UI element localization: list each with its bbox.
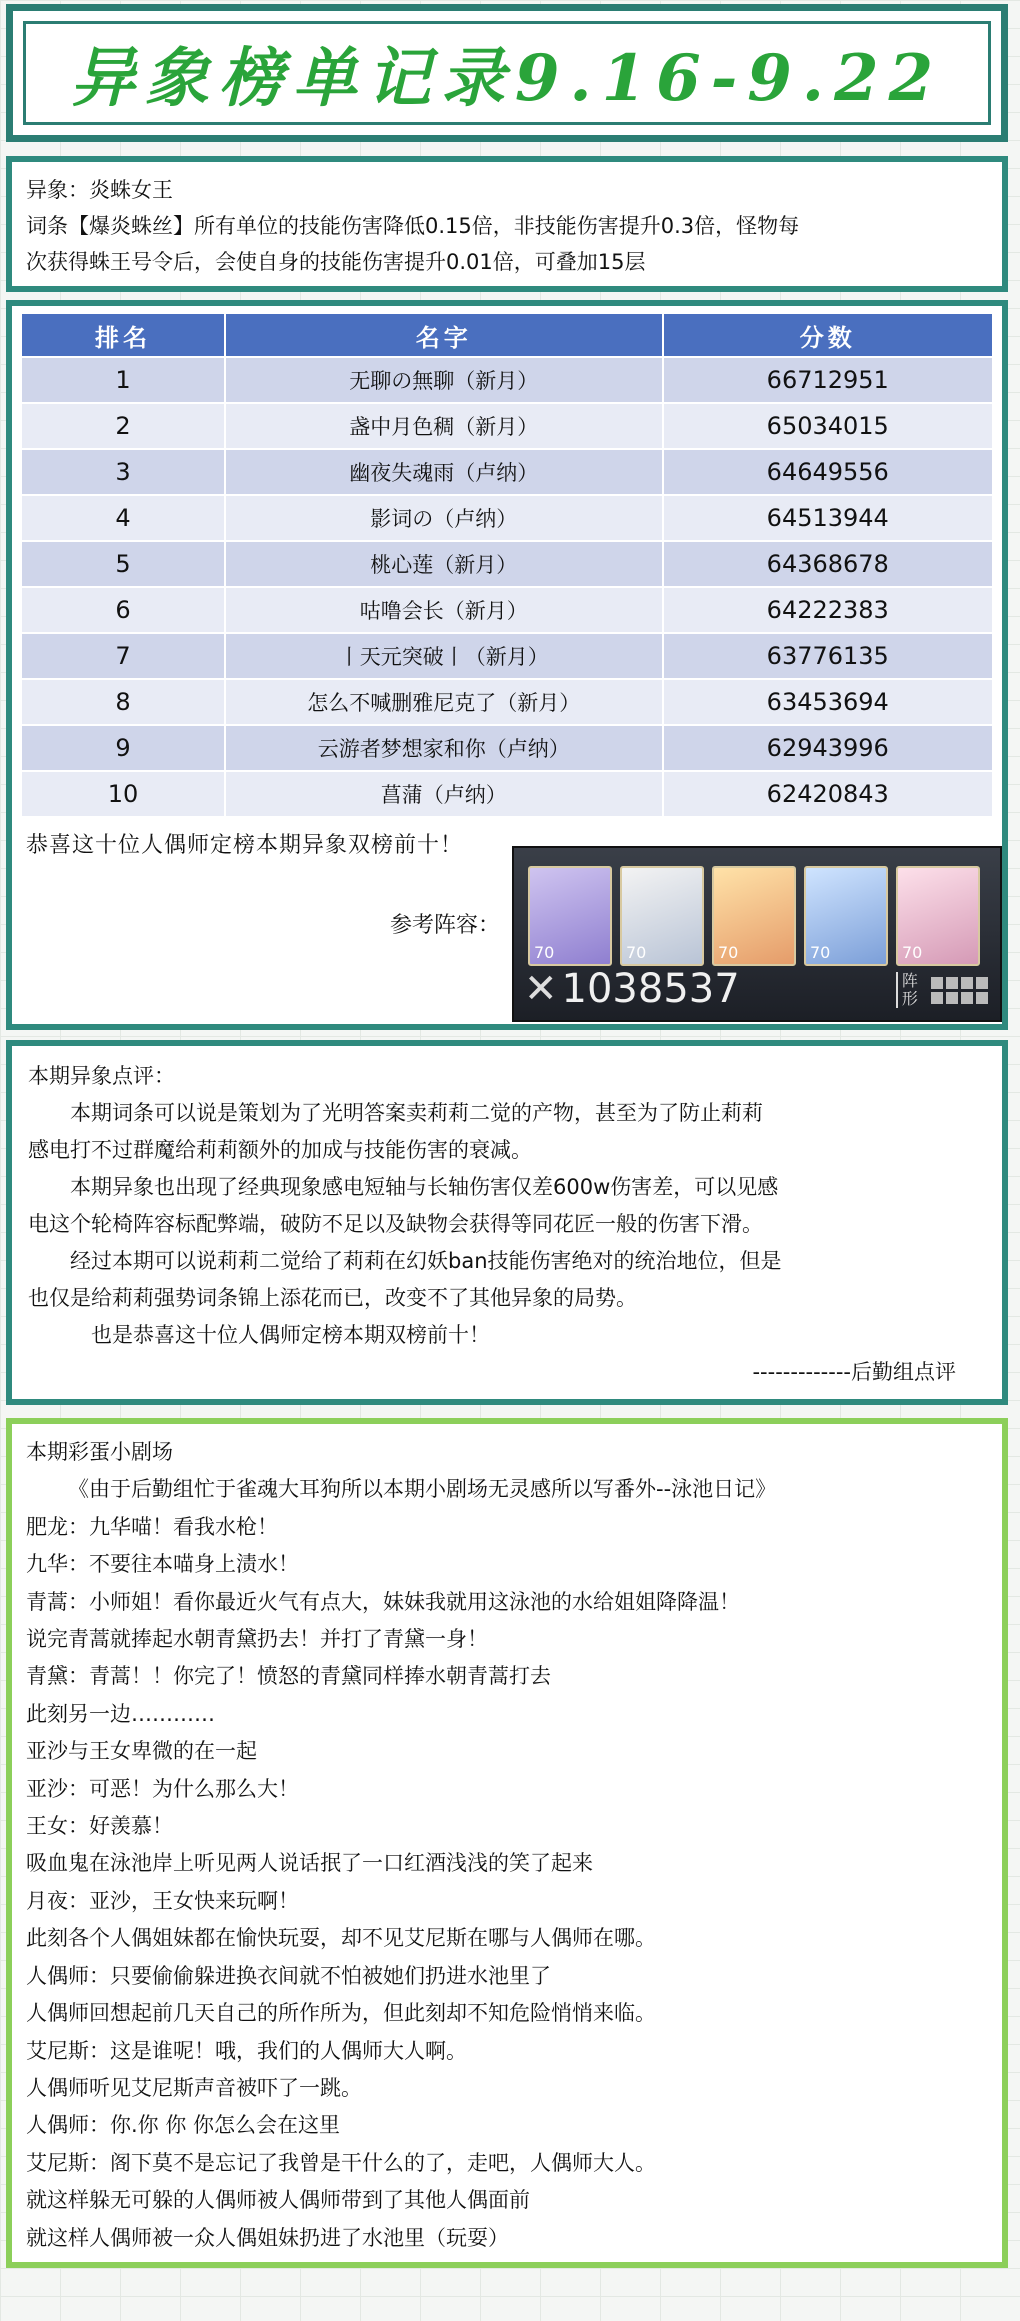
story-heading: 本期彩蛋小剧场	[26, 1440, 173, 1464]
rank-cell: 5	[21, 541, 225, 587]
score-cell: 64222383	[663, 587, 994, 633]
review-heading: 本期异象点评：	[28, 1064, 175, 1088]
rank-cell: 9	[21, 725, 225, 771]
character-portrait	[620, 866, 704, 966]
title-frame	[23, 21, 991, 125]
rank-cell: 2	[21, 403, 225, 449]
character-portrait	[528, 866, 612, 966]
character-level: 70	[902, 943, 923, 962]
score-cell: 66712951	[663, 357, 994, 403]
character-level: 70	[534, 943, 555, 962]
score-cell: 64649556	[663, 449, 994, 495]
story-line: 人偶师：只要偷偷躲进换衣间就不怕被她们扔进水池里了	[26, 1963, 551, 1988]
story-line: 艾尼斯：阁下莫不是忘记了我曾是干什么的了，走吧，人偶师大人。	[26, 2150, 656, 2175]
reference-lineup-row	[12, 846, 1002, 1026]
rank-cell: 10	[21, 771, 225, 817]
story-line: 就这样躲无可躲的人偶师被人偶师带到了其他人偶面前	[26, 2188, 530, 2213]
story-line: 亚沙：可恶！为什么那么大！	[26, 1776, 299, 1801]
table-row	[21, 771, 993, 817]
story-line: 就这样人偶师被一众人偶姐妹扔进了水池里（玩耍）	[26, 2225, 509, 2250]
name-cell: 影词の（卢纳）	[225, 495, 662, 541]
story-line: 青蒿：小师姐！看你最近火气有点大，妹妹我就用这泳池的水给姐姐降降温！	[26, 1589, 740, 1614]
review-line: 经过本期可以说莉莉二觉给了莉莉在幻妖ban技能伤害绝对的统治地位，但是	[70, 1249, 782, 1273]
table-row	[21, 587, 993, 633]
review-line: 本期异象也出现了经典现象感电短轴与长轴伤害仅差600w伤害差，可以见感	[70, 1175, 779, 1199]
story-line: 肥龙：九华喵！看我水枪！	[26, 1514, 278, 1539]
table-row	[21, 357, 993, 403]
name-cell: 幽夜失魂雨（卢纳）	[225, 449, 662, 495]
header-rank: 排名	[21, 313, 225, 357]
character-level: 70	[718, 943, 739, 962]
review-line: 也是恭喜这十位人偶师定榜本期双榜前十！	[91, 1323, 490, 1347]
name-cell: 怎么不喊删雅尼克了（新月）	[225, 679, 662, 725]
name-cell: 桃心莲（新月）	[225, 541, 662, 587]
review-line: 本期词条可以说是策划为了光明答案卖莉莉二觉的产物，甚至为了防止莉莉	[70, 1101, 763, 1125]
table-row	[21, 449, 993, 495]
review-line: 电这个轮椅阵容标配弊端，破防不足以及缺物会获得等同花匠一般的伤害下滑。	[28, 1212, 763, 1236]
review-panel	[6, 1040, 1008, 1405]
review-line: 也仅是给莉莉强势词条锦上添花而已，改变不了其他异象的局势。	[28, 1286, 637, 1310]
table-row	[21, 725, 993, 771]
story-line: 青黛：青蒿！！你完了！愤怒的青黛同样捧水朝青蒿打去	[26, 1664, 551, 1689]
story-line: 王女：好羡慕！	[26, 1814, 173, 1839]
anomaly-effect-line-1: 词条【爆炎蛛丝】所有单位的技能伤害降低0.15倍，非技能伤害提升0.3倍，怪物每	[26, 214, 800, 238]
name-cell: 无聊の無聊（新月）	[225, 357, 662, 403]
page-title: 异象榜单记录9.16-9.22	[70, 41, 944, 116]
character-level: 70	[810, 943, 831, 962]
name-cell: 咕噜会长（新月）	[225, 587, 662, 633]
combat-power-value: 1038537	[561, 966, 740, 1012]
formation-indicator	[896, 972, 988, 1008]
table-row	[21, 633, 993, 679]
rank-cell: 4	[21, 495, 225, 541]
header-name: 名字	[225, 313, 662, 357]
story-line: 人偶师：你.你 你 你怎么会在这里	[26, 2113, 341, 2138]
character-portrait	[804, 866, 888, 966]
story-line: 艾尼斯：这是谁呢！哦，我们的人偶师大人啊。	[26, 2038, 467, 2063]
name-cell: 菖蒲（卢纳）	[225, 771, 662, 817]
lineup-screenshot	[512, 846, 1002, 1022]
table-row	[21, 495, 993, 541]
story-line: 人偶师听见艾尼斯声音被吓了一跳。	[26, 2075, 362, 2100]
table-row	[21, 541, 993, 587]
ranking-table	[20, 312, 994, 818]
score-cell: 64368678	[663, 541, 994, 587]
story-line: 人偶师回想起前几天自己的所作所为，但此刻却不知危险悄悄来临。	[26, 2001, 656, 2026]
score-cell: 63453694	[663, 679, 994, 725]
name-cell: 云游者梦想家和你（卢纳）	[225, 725, 662, 771]
review-line: 感电打不过群魔给莉莉额外的加成与技能伤害的衰减。	[28, 1138, 532, 1162]
rank-cell: 6	[21, 587, 225, 633]
story-line: 说完青蒿就捧起水朝青黛扔去！并打了青黛一身！	[26, 1627, 488, 1652]
score-cell: 63776135	[663, 633, 994, 679]
anomaly-effect-line-2: 次获得蛛王号令后，会使自身的技能伤害提升0.01倍，可叠加15层	[26, 250, 646, 274]
intro-panel	[6, 156, 1008, 292]
table-row	[21, 403, 993, 449]
header-score: 分数	[663, 313, 994, 357]
score-cell: 65034015	[663, 403, 994, 449]
rank-cell: 8	[21, 679, 225, 725]
story-line: 此刻各个人偶姐妹都在愉快玩耍，却不见艾尼斯在哪与人偶师在哪。	[26, 1926, 656, 1951]
reference-label: 参考阵容：	[390, 913, 501, 938]
story-line: 此刻另一边…………	[26, 1701, 215, 1726]
formation-label: 阵形	[896, 972, 922, 1008]
story-line: 月夜：亚沙，王女快来玩啊！	[26, 1888, 299, 1913]
name-cell: 丨天元突破丨（新月）	[225, 633, 662, 679]
congrats-text: 恭喜这十位人偶师定榜本期异象双榜前十！	[26, 833, 464, 858]
score-cell: 62420843	[663, 771, 994, 817]
swords-icon: ✕	[524, 966, 558, 1012]
score-cell: 62943996	[663, 725, 994, 771]
character-level: 70	[626, 943, 647, 962]
rank-cell: 1	[21, 357, 225, 403]
name-cell: 盏中月色稠（新月）	[225, 403, 662, 449]
title-panel	[6, 4, 1008, 142]
review-signature: -------------后勤组点评	[752, 1360, 956, 1384]
ranking-header-row	[21, 313, 993, 357]
character-portrait	[896, 866, 980, 966]
story-subtitle: 《由于后勤组忙于雀魂大耳狗所以本期小剧场无灵感所以写番外--泳池日记》	[68, 1477, 777, 1502]
story-line: 吸血鬼在泳池岸上听见两人说话抿了一口红酒浅浅的笑了起来	[26, 1851, 593, 1876]
character-portrait	[712, 866, 796, 966]
story-panel	[6, 1418, 1008, 2268]
story-line: 亚沙与王女卑微的在一起	[26, 1739, 257, 1764]
rank-cell: 3	[21, 449, 225, 495]
story-line: 九华：不要往本喵身上渍水！	[26, 1552, 299, 1577]
rank-cell: 7	[21, 633, 225, 679]
anomaly-name: 异象：炎蛛女王	[26, 178, 173, 202]
score-cell: 64513944	[663, 495, 994, 541]
combat-power	[524, 966, 740, 1012]
formation-grid-icon	[931, 977, 988, 1004]
ranking-panel	[6, 300, 1008, 1030]
table-row	[21, 679, 993, 725]
